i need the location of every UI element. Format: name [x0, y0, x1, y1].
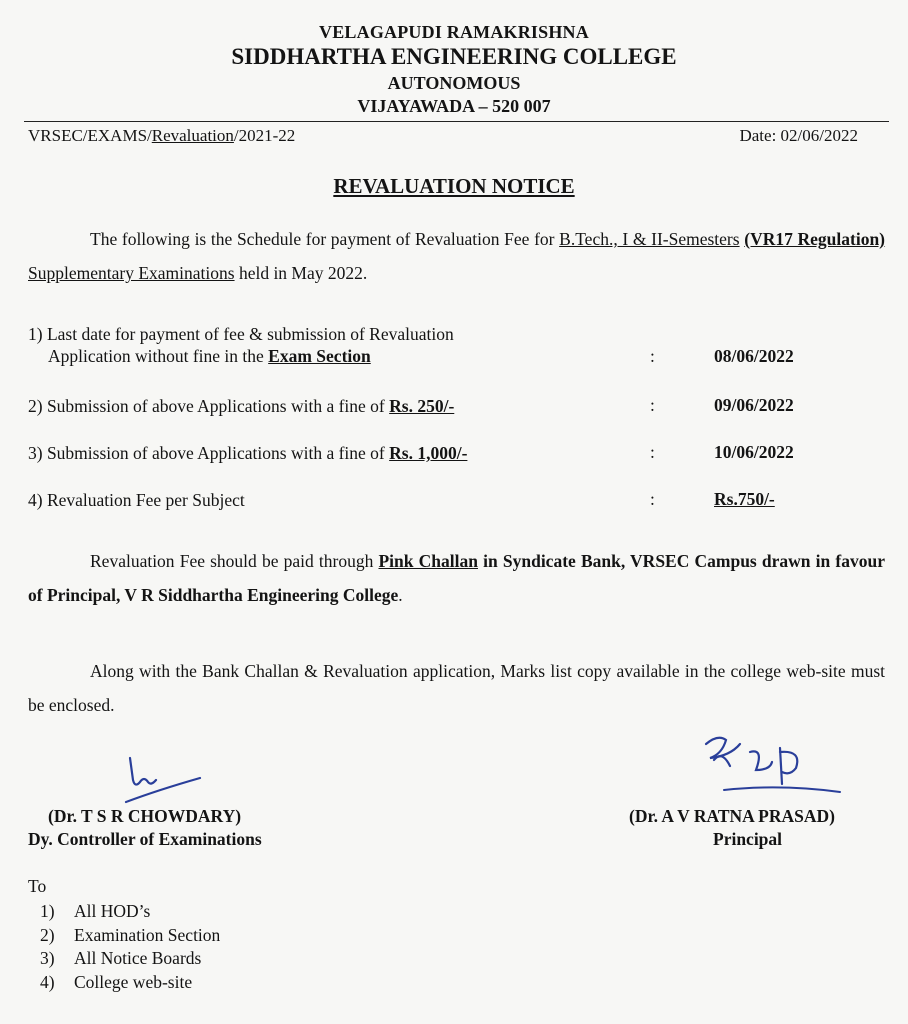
schedule-item-3-text: 3) Submission of above Applications with a fine of	[28, 443, 390, 463]
schedule-item-1-line2	[28, 345, 454, 367]
schedule-item-2-colon: :	[650, 395, 655, 415]
notice-title: REVALUATION NOTICE	[333, 174, 575, 198]
left-signatory-name: (Dr. T S R CHOWDARY)	[48, 806, 242, 826]
schedule-item-3-colon: :	[650, 442, 655, 462]
intro-exam-type: Supplementary Examinations	[28, 263, 235, 283]
ref-suffix: /2021-22	[233, 126, 296, 145]
distribution-item	[40, 901, 150, 922]
intro-program: B.Tech., I & II-Semesters	[559, 229, 740, 249]
schedule-item-3-date: 10/06/2022	[714, 442, 794, 462]
distribution-item-number: 2)	[40, 925, 55, 945]
schedule-item-1-line1: 1) Last date for payment of fee & submission of Revaluation	[28, 324, 454, 344]
payment-text-1: Revaluation Fee should be paid through	[90, 551, 379, 571]
distribution-to-label: To	[28, 876, 47, 896]
schedule-item-3	[28, 442, 467, 464]
distribution-item	[40, 972, 192, 993]
distribution-item-text: College web-site	[74, 972, 193, 992]
ref-underlined: Revaluation	[151, 126, 234, 145]
schedule-item-1	[28, 323, 454, 367]
distribution-item-number: 1)	[40, 901, 55, 921]
reference-number	[28, 126, 295, 146]
distribution-item-number: 3)	[40, 948, 55, 968]
schedule-item-3-fine: Rs. 1,000/-	[389, 443, 468, 463]
institution-name-line1: VELAGAPUDI RAMAKRISHNA	[319, 22, 589, 42]
right-signatory-name: (Dr. A V RATNA PRASAD)	[629, 806, 835, 826]
schedule-item-4-fee: Rs.750/-	[714, 489, 775, 509]
distribution-item	[40, 948, 201, 969]
distribution-item-text: All Notice Boards	[74, 948, 202, 968]
payment-paragraph	[28, 544, 885, 612]
distribution-item-number: 4)	[40, 972, 55, 992]
notice-date: Date: 02/06/2022	[739, 126, 858, 145]
intro-paragraph	[28, 222, 885, 290]
left-signatory-title: Dy. Controller of Examinations	[28, 829, 262, 849]
ref-prefix: VRSEC/EXAMS/	[28, 126, 152, 145]
payment-bank-details: in Syndicate Bank, VRSEC Campus drawn in favour of Principal, V R Siddhartha Engineering College	[28, 551, 885, 605]
schedule-item-2-text: 2) Submission of above Applications with a fine of	[28, 396, 390, 416]
intro-text-1: The following is the Schedule for payment of Revaluation Fee for	[90, 229, 560, 249]
autonomous-label: AUTONOMOUS	[387, 73, 521, 93]
schedule-item-1-text: Application without fine in the	[48, 346, 269, 366]
schedule-item-2-fine: Rs. 250/-	[389, 396, 455, 416]
exam-section-label: Exam Section	[268, 346, 371, 366]
schedule-item-4: 4) Revaluation Fee per Subject	[28, 490, 245, 510]
pink-challan-label: Pink Challan	[378, 551, 478, 571]
signature-left-icon	[118, 752, 208, 812]
schedule-item-2-date: 09/06/2022	[714, 395, 794, 415]
intro-text-5: held in May 2022.	[234, 263, 368, 283]
institution-address: VIJAYAWADA – 520 007	[357, 96, 551, 116]
schedule-item-2	[28, 395, 454, 417]
schedule-item-1-colon: :	[650, 346, 655, 366]
distribution-item-text: Examination Section	[74, 925, 221, 945]
schedule-item-4-colon: :	[650, 489, 655, 509]
schedule-item-1-date: 08/06/2022	[714, 346, 794, 366]
institution-name-line2: SIDDHARTHA ENGINEERING COLLEGE	[231, 44, 677, 69]
payment-text-4: .	[398, 585, 403, 605]
header-divider	[24, 121, 889, 122]
right-signatory-title: Principal	[713, 829, 783, 849]
distribution-item	[40, 925, 220, 946]
enclosure-paragraph: Along with the Bank Challan & Revaluation application, Marks list copy available in the college web-site must be enclosed.	[28, 661, 885, 715]
signature-right-icon	[700, 730, 850, 800]
intro-regulation: (VR17 Regulation)	[744, 229, 886, 249]
distribution-item-text: All HOD’s	[74, 901, 151, 921]
